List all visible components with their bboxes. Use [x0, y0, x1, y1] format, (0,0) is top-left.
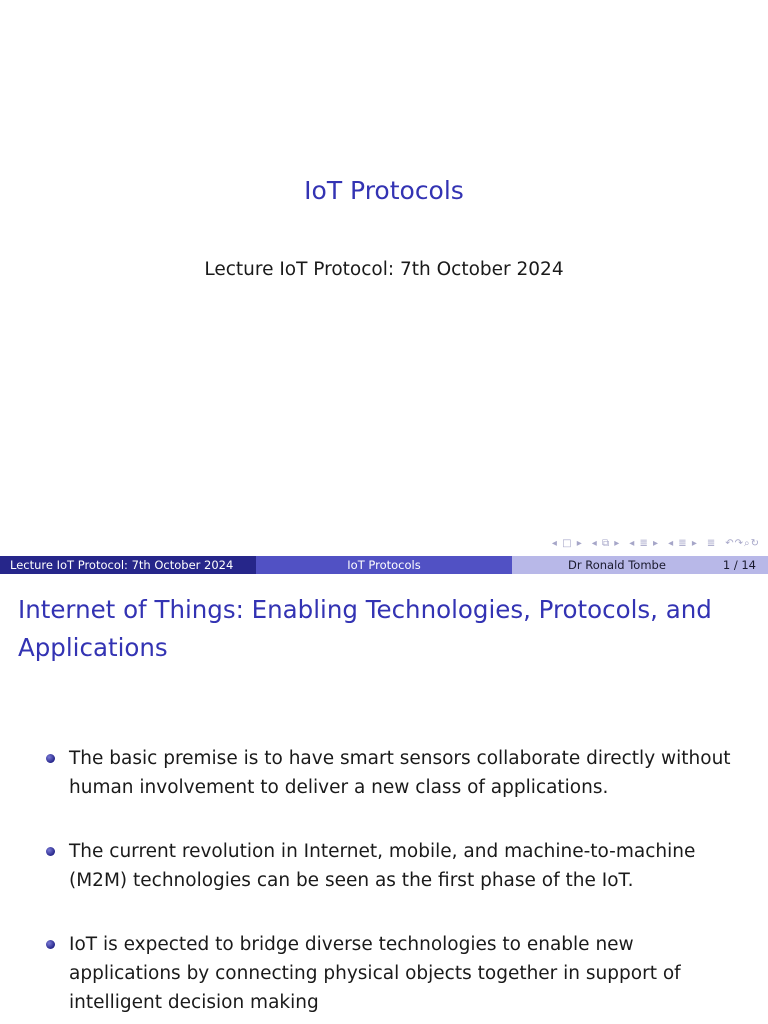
bullet-icon	[46, 847, 55, 856]
list-item	[44, 837, 744, 895]
nav-search-back-icon[interactable]: ↶↷⌕↻	[725, 538, 760, 549]
slide-footer	[0, 556, 768, 574]
nav-frame-icon[interactable]: ◂ □ ▸	[551, 538, 583, 549]
nav-section-icon[interactable]: ◂ ≣ ▸	[629, 538, 660, 549]
footer-title: IoT Protocols	[256, 556, 512, 574]
list-item	[44, 744, 744, 802]
presentation-subtitle: Lecture IoT Protocol: 7th October 2024	[204, 259, 564, 280]
content-slide	[0, 574, 768, 1024]
presentation-title: IoT Protocols	[304, 176, 464, 205]
bullet-text: IoT is expected to bridge diverse technologies to enable new applications by connecting physical objects together in support of intelligent decision making	[69, 934, 681, 1013]
bullet-text: The basic premise is to have smart sensors collaborate directly without human involvement to deliver a new class of applications.	[69, 748, 731, 798]
footer-author-page	[512, 556, 768, 574]
slide-title: Internet of Things: Enabling Technologies, Protocols, and Applications	[18, 595, 712, 662]
bullet-icon	[46, 754, 55, 763]
footer-author: Dr Ronald Tombe	[568, 558, 666, 572]
nav-subsection-icon[interactable]: ◂ ⧉ ▸	[591, 538, 621, 549]
bullet-list	[44, 744, 744, 1024]
bullet-icon	[46, 940, 55, 949]
footer-lecture-info: Lecture IoT Protocol: 7th October 2024	[0, 556, 256, 574]
nav-outline-icon[interactable]: ≣	[706, 538, 717, 549]
beamer-navigation-bar	[552, 538, 760, 549]
footer-page-number: 1 / 14	[722, 558, 756, 572]
bullet-text: The current revolution in Internet, mobile, and machine-to-machine (M2M) technologies can be seen as the first phase of the IoT.	[69, 841, 696, 891]
list-item	[44, 930, 744, 1017]
nav-subsection-list-icon[interactable]: ◂ ≣ ▸	[668, 538, 698, 549]
